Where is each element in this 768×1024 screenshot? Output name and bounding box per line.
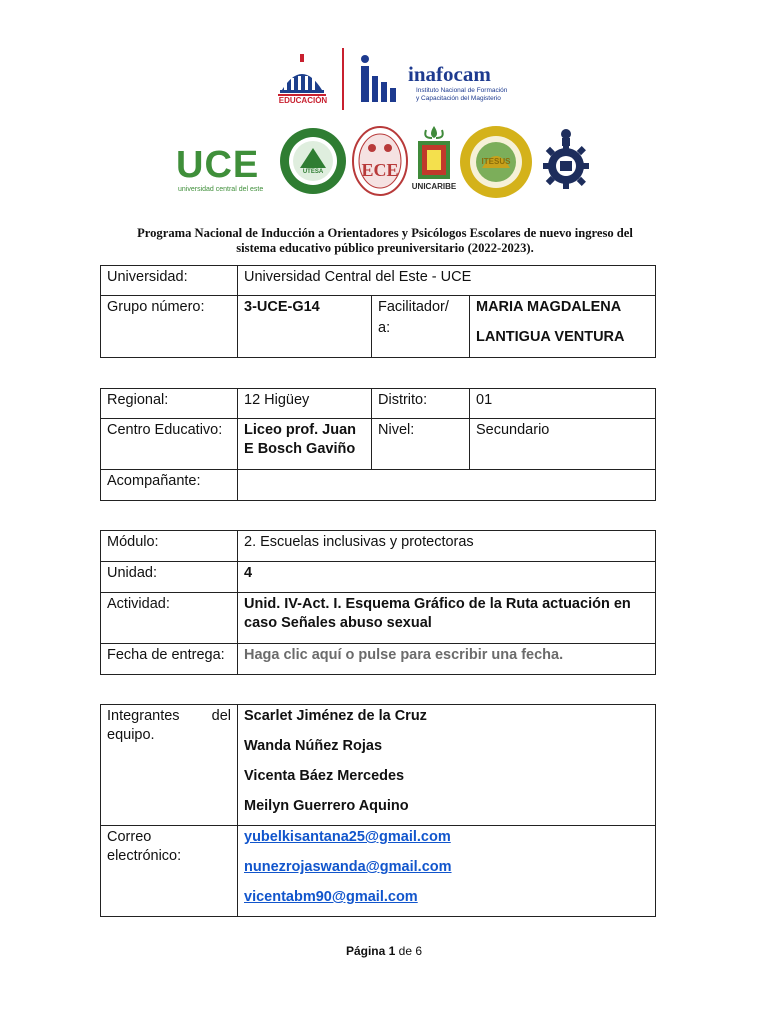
info-table-universidad [100, 265, 656, 358]
facilitador-label [372, 296, 470, 358]
grupo-value[interactable]: 3-UCE-G14 [238, 296, 372, 358]
universidad-label: Universidad: [101, 266, 238, 296]
facilitador-value[interactable] [470, 296, 656, 358]
correo-label-line2: electrónico: [107, 848, 182, 864]
facilitador-value-line2: LANTIGUA VENTURA [476, 329, 625, 345]
table-row [101, 266, 656, 296]
gear-icon [536, 128, 596, 194]
list-item: Meilyn Guerrero Aquino [244, 798, 409, 814]
actividad-value[interactable]: Unid. IV-Act. I. Esquema Gráfico de la Ruta actuación en caso Señales abuso sexual [238, 593, 656, 644]
integrantes-label [101, 705, 238, 826]
integrantes-label-word1: Integrantes [107, 708, 180, 724]
footer-page-total: 6 [415, 944, 423, 958]
inafocam-logo [358, 54, 508, 110]
inafocam-subtitle-2: y Capacitación del Magisterio [416, 95, 501, 102]
email-link[interactable]: vicentabm90@gmail.com [244, 889, 418, 905]
gear-logo [536, 128, 596, 194]
facilitador-label-line2: a: [378, 320, 391, 336]
table-row [101, 419, 656, 470]
integrantes-label-line2: equipo. [107, 727, 155, 743]
list-item: Wanda Núñez Rojas [244, 738, 383, 754]
nivel-label: Nivel: [372, 419, 470, 470]
inafocam-bars-icon [358, 54, 404, 106]
acompanante-value[interactable] [238, 470, 656, 501]
footer-page-current: 1 [388, 944, 396, 958]
minerd-logo-text: EDUCACIÓN [278, 96, 328, 105]
grupo-label: Grupo número: [101, 296, 238, 358]
info-table-equipo [100, 704, 656, 917]
list-item: Scarlet Jiménez de la Cruz [244, 708, 427, 724]
centro-value[interactable]: Liceo prof. Juan E Bosch Gaviño [238, 419, 372, 470]
uce-logo-text: UCE [176, 144, 260, 186]
unicaribe-logo [406, 124, 462, 198]
table-row [101, 705, 656, 826]
itesus-logo-text: ITESUS [481, 157, 511, 166]
universidad-value[interactable]: Universidad Central del Este - UCE [238, 266, 656, 296]
itesus-logo [458, 124, 534, 200]
footer-de-word: de [398, 944, 413, 958]
email-link[interactable]: yubelkisantana25@gmail.com [244, 829, 451, 845]
table-row [101, 826, 656, 917]
nivel-value[interactable]: Secundario [470, 419, 656, 470]
uce-logo-subtitle: universidad central del este [178, 186, 264, 193]
unicaribe-logo-text: UNICARIBE [411, 182, 457, 191]
integrantes-label-word2: del [211, 708, 231, 724]
utesa-logo [278, 126, 348, 196]
table-row [101, 531, 656, 562]
table-row [101, 644, 656, 675]
modulo-value[interactable]: 2. Escuelas inclusivas y protectoras [238, 531, 656, 562]
ece-logo-text: ECE [361, 160, 399, 180]
table-row [101, 593, 656, 644]
document-title: Programa Nacional de Inducción a Orientadores y Psicólogos Escolares de nuevo ingreso del sistema educativo público preuniversitario (2022-2023). [137, 226, 633, 255]
distrito-label: Distrito: [372, 389, 470, 419]
fecha-date-picker[interactable]: Haga clic aquí o pulse para escribir una fecha. [238, 644, 656, 675]
centro-label: Centro Educativo: [101, 419, 238, 470]
inafocam-name: inafocam [408, 62, 491, 86]
unicaribe-crest-icon [406, 124, 462, 184]
utesa-logo-text: UTESA [302, 169, 324, 175]
correo-label [101, 826, 238, 917]
integrantes-list [238, 705, 656, 826]
uce-logo [176, 144, 268, 196]
footer-pagina-word: Página [345, 944, 386, 958]
list-item: Vicenta Báez Mercedes [244, 768, 405, 784]
distrito-value[interactable]: 01 [470, 389, 656, 419]
page-footer [0, 944, 768, 958]
header-divider [342, 48, 344, 110]
utesa-seal-icon [278, 126, 348, 196]
regional-label: Regional: [101, 389, 238, 419]
integrantes-label-line1 [107, 707, 231, 726]
table-row [101, 296, 656, 358]
info-table-modulo [100, 530, 656, 675]
regional-value[interactable]: 12 Higüey [238, 389, 372, 419]
facilitador-label-line1: Facilitador/ [378, 299, 449, 315]
email-list [238, 826, 656, 917]
minerd-logo [272, 50, 332, 110]
modulo-label: Módulo: [101, 531, 238, 562]
info-table-centro [100, 388, 656, 501]
unidad-label: Unidad: [101, 562, 238, 593]
email-link[interactable]: nunezrojaswanda@gmail.com [244, 859, 452, 875]
acompanante-label: Acompañante: [101, 470, 238, 501]
ece-logo [352, 126, 408, 196]
table-row [101, 562, 656, 593]
table-row [101, 470, 656, 501]
facilitador-value-line1: MARIA MAGDALENA [476, 299, 622, 315]
fecha-label: Fecha de entrega: [101, 644, 238, 675]
actividad-label: Actividad: [101, 593, 238, 644]
inafocam-subtitle-1: Instituto Nacional de Formación [416, 87, 508, 94]
table-row [101, 389, 656, 419]
correo-label-line1: Correo [107, 829, 152, 845]
unidad-value[interactable]: 4 [238, 562, 656, 593]
